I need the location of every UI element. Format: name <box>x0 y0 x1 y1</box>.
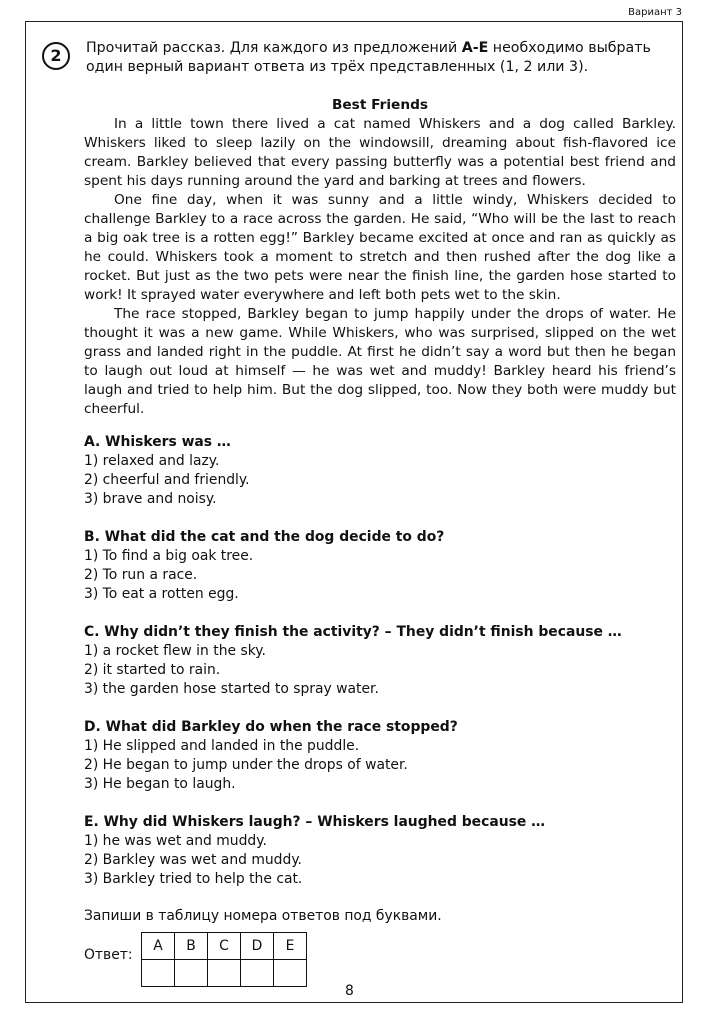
answer-letter-cell: A <box>142 933 175 960</box>
instruction-letters: A-E <box>461 40 489 56</box>
instruction-text-start: Прочитай рассказ. Для каждого из предложений <box>86 40 462 56</box>
answer-table <box>141 932 307 987</box>
task-number-badge: 2 <box>42 42 70 70</box>
answer-option: 3) brave and noisy. <box>84 491 217 507</box>
answer-option: 3) the garden hose started to spray water. <box>84 681 379 697</box>
question-d <box>84 718 676 794</box>
answer-option: 2) cheerful and friendly. <box>84 472 250 488</box>
answer-option: 1) To find a big oak tree. <box>84 548 254 564</box>
story-paragraph: One fine day, when it was sunny and a little windy, Whiskers decided to challenge Barkley to a race across the garden. He said, “Who will be the last to reach a big oak tree is a rotten egg!” Barkley became excited at once and ran as quickly as he could. Whiskers took a moment to stretch and then rushed after the dog like a rocket. But just as the two pets were near the finish line, the garden hose started to work! It sprayed water everywhere and left both pets wet to the skin. <box>84 192 676 303</box>
answer-input-cell-c[interactable] <box>208 960 241 987</box>
question-heading: B. What did the cat and the dog decide to do? <box>84 529 445 545</box>
answer-option: 3) Barkley tried to help the cat. <box>84 871 303 887</box>
answer-letter-cell: B <box>175 933 208 960</box>
answer-table-header-row <box>142 933 307 960</box>
answer-option: 1) he was wet and muddy. <box>84 833 267 849</box>
answer-input-cell-b[interactable] <box>175 960 208 987</box>
answer-input-cell-e[interactable] <box>274 960 307 987</box>
task-instruction <box>86 39 676 77</box>
answer-option: 1) He slipped and landed in the puddle. <box>84 738 360 754</box>
story-paragraph: In a little town there lived a cat named Whiskers and a dog called Barkley. Whiskers liked to sleep lazily on the windowsill, dreaming about fish-flavored ice cream. Barkley believed that every passing butterfly was a potential best friend and spent his days running around the yard and barking at trees and flowers. <box>84 116 676 189</box>
question-heading: E. Why did Whiskers laugh? – Whiskers laughed because … <box>84 814 546 830</box>
question-e <box>84 813 676 889</box>
question-a <box>84 433 676 509</box>
questions-list <box>84 433 676 908</box>
answer-input-cell-d[interactable] <box>241 960 274 987</box>
story-title: Best Friends <box>331 97 429 113</box>
answer-label: Ответ: <box>84 947 133 963</box>
answer-letter-cell: E <box>274 933 307 960</box>
answer-option: 2) He began to jump under the drops of water. <box>84 757 408 773</box>
answer-input-cell-a[interactable] <box>142 960 175 987</box>
answer-instruction: Запиши в таблицу номера ответов под буквами. <box>84 908 442 924</box>
answer-letter-cell: D <box>241 933 274 960</box>
question-heading: A. Whiskers was … <box>84 434 231 450</box>
answer-letter-cell: C <box>208 933 241 960</box>
answer-option: 1) relaxed and lazy. <box>84 453 220 469</box>
story <box>84 96 676 419</box>
answer-option: 2) To run a race. <box>84 567 198 583</box>
answer-option: 1) a rocket flew in the sky. <box>84 643 266 659</box>
question-c <box>84 623 676 699</box>
answer-table-input-row <box>142 960 307 987</box>
instruction-text-end: необходимо выбрать один верный вариант ответа из трёх представленных (1, 2 или 3). <box>86 40 651 75</box>
answer-option: 2) Barkley was wet and muddy. <box>84 852 302 868</box>
answer-option: 2) it started to rain. <box>84 662 221 678</box>
answer-option: 3) To eat a rotten egg. <box>84 586 239 602</box>
variant-label: Вариант 3 <box>628 7 682 18</box>
answer-option: 3) He began to laugh. <box>84 776 236 792</box>
question-b <box>84 528 676 604</box>
question-heading: D. What did Barkley do when the race stopped? <box>84 719 458 735</box>
page-number: 8 <box>345 983 354 999</box>
question-heading: C. Why didn’t they finish the activity? – They didn’t finish because … <box>84 624 622 640</box>
story-paragraph: The race stopped, Barkley began to jump happily under the drops of water. He thought it was a new game. While Whiskers, who was surprised, slipped on the wet grass and landed right in the puddle. At first he didn’t say a word but then he began to laugh out loud at himself — he was wet and muddy! Barkley heard his friend’s laugh and tried to help him. But the dog slipped, too. Now they both were muddy but cheerful. <box>84 306 676 417</box>
